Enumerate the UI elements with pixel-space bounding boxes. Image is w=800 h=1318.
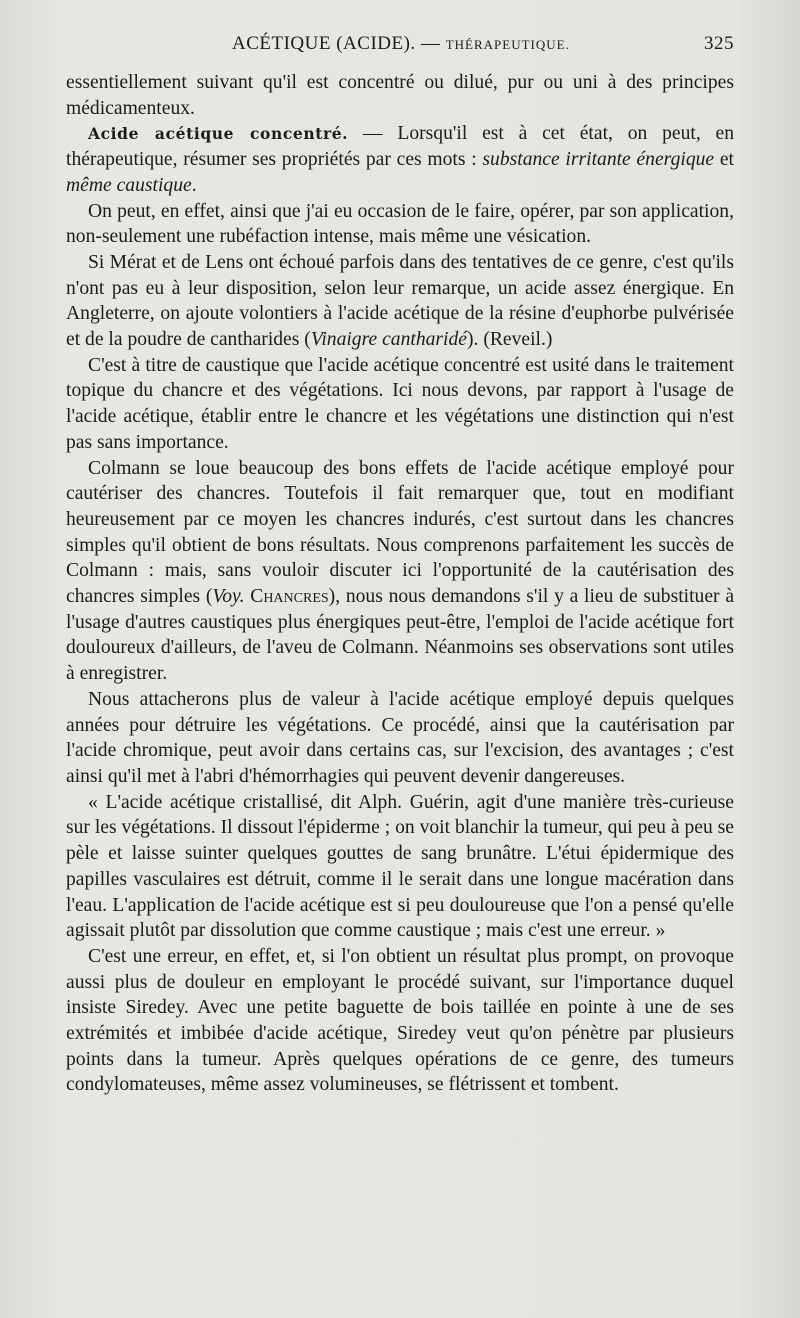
emphasis: Voy.: [212, 586, 245, 608]
emphasis: Vinaigre cantharidé: [310, 329, 467, 351]
emphasis: substance irritante énergique: [482, 149, 715, 171]
section-heading: Acide acétique concentré.: [88, 124, 349, 144]
header-subtitle: THÉRAPEUTIQUE.: [445, 37, 570, 52]
paragraph: Nous attacherons plus de valeur à l'acide acétique employé depuis quelques années pour détruire les végétations. Ce procédé, ainsi que la cautérisation par l'acide chromique, peut avoir dans certains cas, sur l'excision, des avantages ; c'est ainsi qu'il met à l'abri d'hémorrhagies qui peuvent devenir dangereuses.: [66, 688, 734, 787]
paragraph: On peut, en effet, ainsi que j'ai eu occasion de le faire, opérer, par son application, non-seulement une rubéfaction intense, mais même une vésication.: [66, 200, 734, 248]
page-number: 325: [704, 33, 734, 54]
emphasis: même caustique: [66, 174, 192, 196]
page-body: [66, 70, 734, 1098]
paragraph: Si Mérat et de Lens ont échoué parfois dans des tentatives de ce genre, c'est qu'ils n'ont pas eu à leur disposition, selon leur remarque, un acide assez énergique. En Angleterre, on ajoute volontiers à l'acide acétique de la résine d'euphorbe pulvérisée et de la poudre de cantharides (Vinaigre cantharidé). (Reveil.): [66, 251, 734, 351]
paragraph: C'est une erreur, en effet, et, si l'on obtient un résultat plus prompt, on provoque aussi plus de douleur en employant le procédé suivant, sur l'importance duquel insiste Siredey. Avec une petite baguette de bois taillée en pointe à une de ses extrémités et imbibée d'acide acétique, Siredey veut qu'on pénètre par plusieurs points dans la tumeur. Après quelques opérations de ce genre, des tumeurs condylomateuses, même assez volumineuses, se flétrissent et tombent.: [66, 945, 734, 1096]
header-title: ACÉTIQUE (ACIDE). — THÉRAPEUTIQUE.: [232, 33, 570, 54]
paragraph: Colmann se loue beaucoup des bons effets de l'acide acétique employé pour cautériser des chancres. Toutefois il fait remarquer que, tout en modifiant heureusement par ce moyen les chancres indurés, c'est surtout dans les chancres simples qu'il obtient de bons résultats. Nous comprenons parfaitement les succès de Colmann : mais, sans vouloir discuter ici l'opportunité de la cautérisation des chancres simples (Voy. Chancres), nous nous demandons s'il y a lieu de substituer à l'usage d'autres caustiques plus énergiques peut-être, l'emploi de l'acide acétique fort douloureux d'ailleurs, de l'aveu de Colmann. Néanmoins ses observations sont utiles à enregistrer.: [66, 457, 735, 685]
quotation-paragraph: « L'acide acétique cristallisé, dit Alph. Guérin, agit d'une manière très-curieuse sur les végétations. Il dissout l'épiderme ; on voit blanchir la tumeur, qui peu à peu se pèle et laisse suinter quelques gouttes de sang brunâtre. L'étui épidermique des papilles vasculaires est détruit, comme il le serait dans une longue macération dans l'eau. L'application de l'acide acétique est si peu douloureuse que l'on a pensé qu'elle agissait plutôt par dissolution que comme caustique ; mais c'est une erreur. »: [66, 791, 734, 942]
paragraph: C'est à titre de caustique que l'acide acétique concentré est usité dans le traitement topique du chancre et des végétations. Ici nous devons, par rapport à l'usage de l'acide acétique, établir entre le chancre et les végétations une distinction qui n'est pas sans importance.: [66, 354, 734, 453]
paragraph-acide-concentre: Acide acétique concentré. — Lorsqu'il est à cet état, on peut, en thérapeutique, résumer ses propriétés par ces mots : substance irritante énergique et même caustique.: [66, 123, 734, 196]
cross-reference: Chancres: [244, 586, 329, 608]
paragraph-continuation: essentiellement suivant qu'il est concentré ou dilué, pur ou uni à des principes médicamenteux.: [66, 72, 734, 119]
running-header: [66, 33, 734, 63]
